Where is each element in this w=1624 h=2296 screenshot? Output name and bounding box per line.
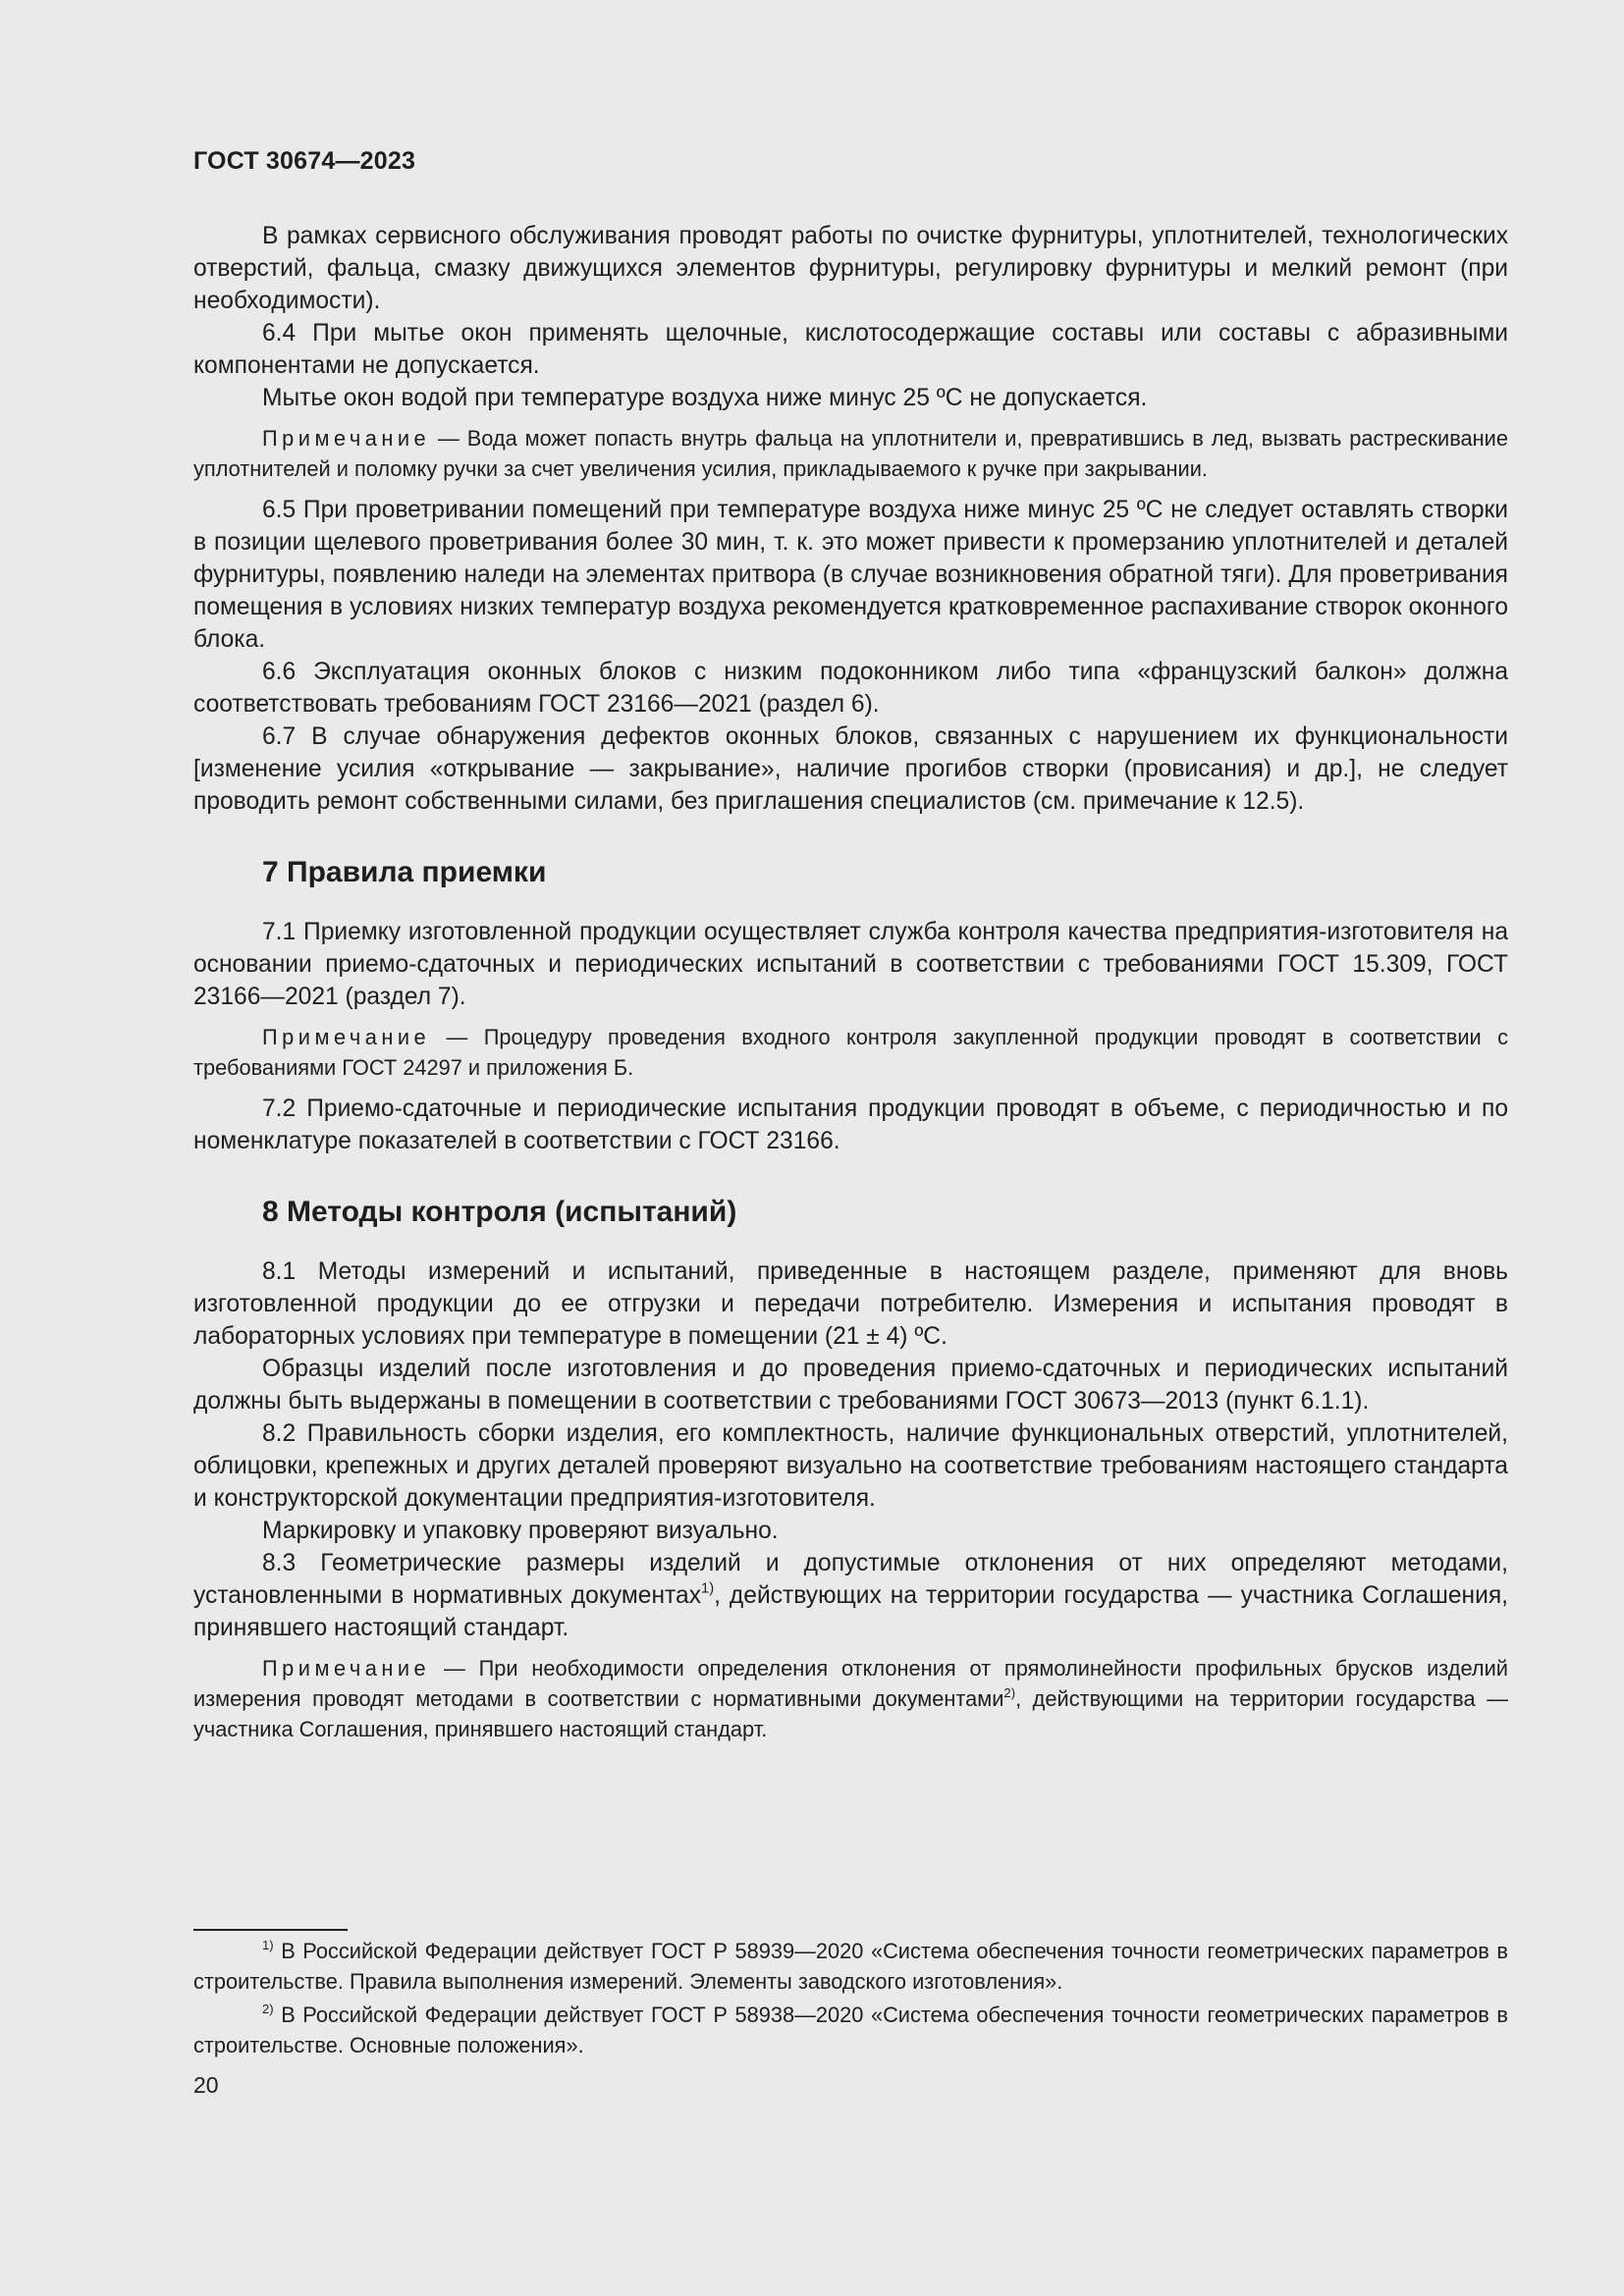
footnote-text-1: В Российской Федерации действует ГОСТ Р 58939—2020 «Система обеспечения точности геометрических параметров в строительстве. Правила выполнения измерений. Элементы заводского изготовления». — [193, 1939, 1508, 1994]
paragraph-marking: Маркировку и упаковку проверяют визуально. — [262, 1518, 779, 1544]
paragraph-8-2: 8.2 Правильность сборки изделия, его комплектность, наличие функциональных отверстий, уплотнителей, облицовки, крепежных и других деталей проверяют визуально на соответствие требованиям настоящего стандарта и конструкторской документации предприятия-изготовителя. — [193, 1420, 1508, 1512]
note-text: — При необходимости определения отклонения от прямолинейности профильных брусков изделий измерения проводят методами в соответствии с нормативными документами — [193, 1656, 1508, 1711]
footnote-mark-1: 1) — [262, 1937, 274, 1952]
footnote-ref-2[interactable]: 2) — [1003, 1684, 1016, 1700]
note-6-4 — [193, 423, 1508, 484]
note-label: Примечание — [262, 1025, 431, 1049]
footnote-text-2: В Российской Федерации действует ГОСТ Р 58938—2020 «Система обеспечения точности геометрических параметров в строительстве. Основные положения». — [193, 2002, 1508, 2057]
note-text-cont: , действующими на территории государства — участника Соглашения, принявшего настоящий стандарт. — [193, 1686, 1509, 1741]
paragraph-8-3-text-cont: , действующих на территории государства — участника Соглашения, принявшего настоящий стандарт. — [193, 1582, 1508, 1641]
paragraph-6-6: 6.6 Эксплуатация оконных блоков с низким подоконником либо типа «французский балкон» должна соответствовать требованиям ГОСТ 23166—2021 (раздел 6). — [193, 659, 1508, 718]
paragraph-6-4: 6.4 При мытье окон применять щелочные, кислотосодержащие составы или составы с абразивными компонентами не допускается. — [193, 320, 1508, 379]
note-label: Примечание — [262, 1656, 431, 1681]
note-text: — Вода может попасть внутрь фальца на уплотнители и, превратившись в лед, вызвать растрескивание уплотнителей и поломку ручки за счет увеличения усилия, прикладываемого к ручке при закрывании. — [193, 426, 1508, 481]
note-label: Примечание — [262, 426, 431, 451]
paragraph-6-5: 6.5 При проветривании помещений при температуре воздуха ниже минус 25 ºС не следует оставлять створки в позиции щелевого проветривания более 30 мин, т. к. это может привести к промерзанию уплотнителей и деталей фурнитуры, появлению наледи на элементах притвора (в случае возникновения обратной тяги). Для проветривания помещения в условиях низких температур воздуха рекомендуется кратковременное распахивание створок оконного блока. — [193, 497, 1508, 653]
page-body — [193, 220, 1508, 1754]
page-number: 20 — [193, 2072, 219, 2098]
paragraph-8-3-text: 8.3 Геометрические размеры изделий и допустимые отклонения от них определяют методами, установленными в нормативных документах — [193, 1550, 1508, 1609]
paragraph-samples: Образцы изделий после изготовления и до проведения приемо-сдаточных и периодических испытаний должны быть выдержаны в помещении в соответствии с требованиями ГОСТ 30673—2013 (пункт 6.1.1). — [193, 1356, 1508, 1415]
paragraph-7-1: 7.1 Приемку изготовленной продукции осуществляет служба контроля качества предприятия-изготовителя на основании приемо-сдаточных и периодических испытаний в соответствии с требованиями ГОСТ 15.309, ГОСТ 23166—2021 (раздел 7). — [193, 919, 1508, 1010]
section-heading-7: 7 Правила приемки — [262, 856, 547, 888]
footnotes — [193, 1929, 1508, 2063]
paragraph-8-1: 8.1 Методы измерений и испытаний, приведенные в настоящем разделе, применяют для вновь изготовленной продукции до ее отгрузки и передачи потребителю. Измерения и испытания проводят в лабораторных условиях при температуре в помещении (21 ± 4) ºС. — [193, 1258, 1508, 1350]
document-header: ГОСТ 30674—2023 — [193, 147, 416, 175]
footnote-mark-2: 2) — [262, 2001, 274, 2016]
note-text: — Процедуру проведения входного контроля закупленной продукции проводят в соответствии с требованиями ГОСТ 24297 и приложения Б. — [193, 1025, 1508, 1080]
footnote-2 — [193, 2000, 1508, 2060]
paragraph-window-washing: Мытье окон водой при температуре воздуха ниже минус 25 ºС не допускается. — [262, 385, 1148, 411]
note-7-1 — [193, 1022, 1508, 1083]
paragraph-6-7: 6.7 В случае обнаружения дефектов оконных блоков, связанных с нарушением их функциональности [изменение усилия «открывание — закрывание», наличие прогибов створки (провисания) и др.], не следует проводить ремонт собственными силами, без приглашения специалистов (см. примечание к 12.5). — [193, 723, 1508, 815]
footnote-ref-1[interactable]: 1) — [701, 1580, 715, 1597]
paragraph-7-2: 7.2 Приемо-сдаточные и периодические испытания продукции проводят в объеме, с периодичностью и по номенклатуре показателей в соответствии с ГОСТ 23166. — [193, 1095, 1508, 1154]
note-8-3 — [193, 1653, 1508, 1744]
footnote-separator — [193, 1929, 348, 1931]
footnote-1 — [193, 1936, 1508, 1997]
section-heading-8: 8 Методы контроля (испытаний) — [262, 1196, 737, 1228]
paragraph-service: В рамках сервисного обслуживания проводят работы по очистке фурнитуры, уплотнителей, технологических отверстий, фальца, смазку движущихся элементов фурнитуры, регулировку фурнитуры и мелкий ремонт (при необходимости). — [193, 223, 1508, 314]
paragraph-8-3 — [193, 1547, 1508, 1644]
